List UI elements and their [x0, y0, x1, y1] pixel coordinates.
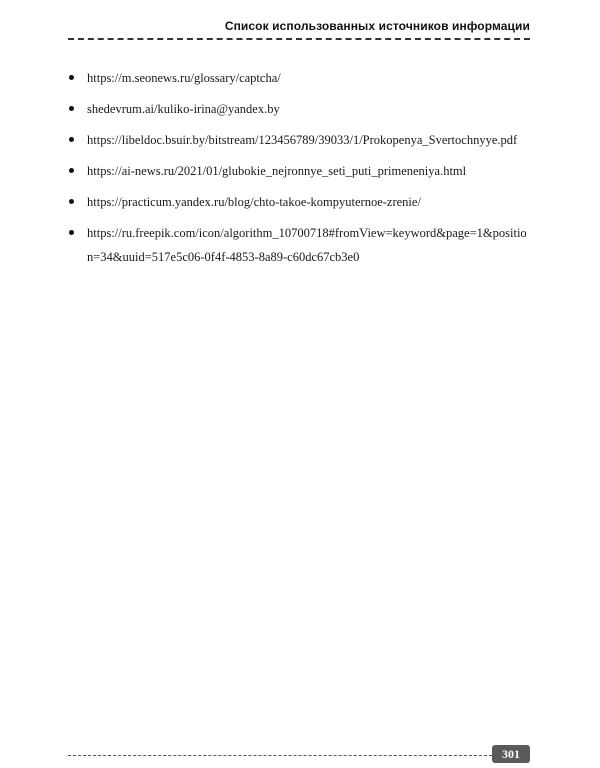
list-item — [68, 159, 530, 183]
bullet-icon — [69, 199, 74, 204]
bullet-icon — [69, 75, 74, 80]
source-url: https://practicum.yandex.ru/blog/chto-takoe-kompyuternoe-zrenie/ — [87, 195, 421, 209]
bullet-icon — [69, 230, 74, 235]
footer-divider — [68, 755, 492, 756]
bullet-icon — [69, 137, 74, 142]
list-item — [68, 221, 530, 269]
bullet-icon — [69, 168, 74, 173]
list-item — [68, 66, 530, 90]
source-url: https://ai-news.ru/2021/01/glubokie_nejronnye_seti_puti_primeneniya.html — [87, 164, 467, 178]
header-divider — [68, 38, 530, 40]
source-url: https://m.seonews.ru/glossary/captcha/ — [87, 71, 281, 85]
list-item — [68, 190, 530, 214]
source-url: https://libeldoc.bsuir.by/bitstream/123456789/39033/1/Prokopenya_Svertochnyye.pdf — [87, 133, 518, 147]
list-item — [68, 128, 530, 152]
page-header-title: Список использованных источников информации — [224, 19, 530, 33]
bullet-icon — [69, 106, 74, 111]
page-number-badge: 301 — [492, 745, 530, 763]
list-item — [68, 97, 530, 121]
source-url: shedevrum.ai/kuliko-irina@yandex.by — [87, 102, 280, 116]
source-url: https://ru.freepik.com/icon/algorithm_10700718#fromView=keyword&page=1&position=34&uuid=517e5c06-0f4f-4853-8a89-c60dc67cb3e0 — [87, 226, 527, 264]
sources-list — [68, 66, 530, 276]
